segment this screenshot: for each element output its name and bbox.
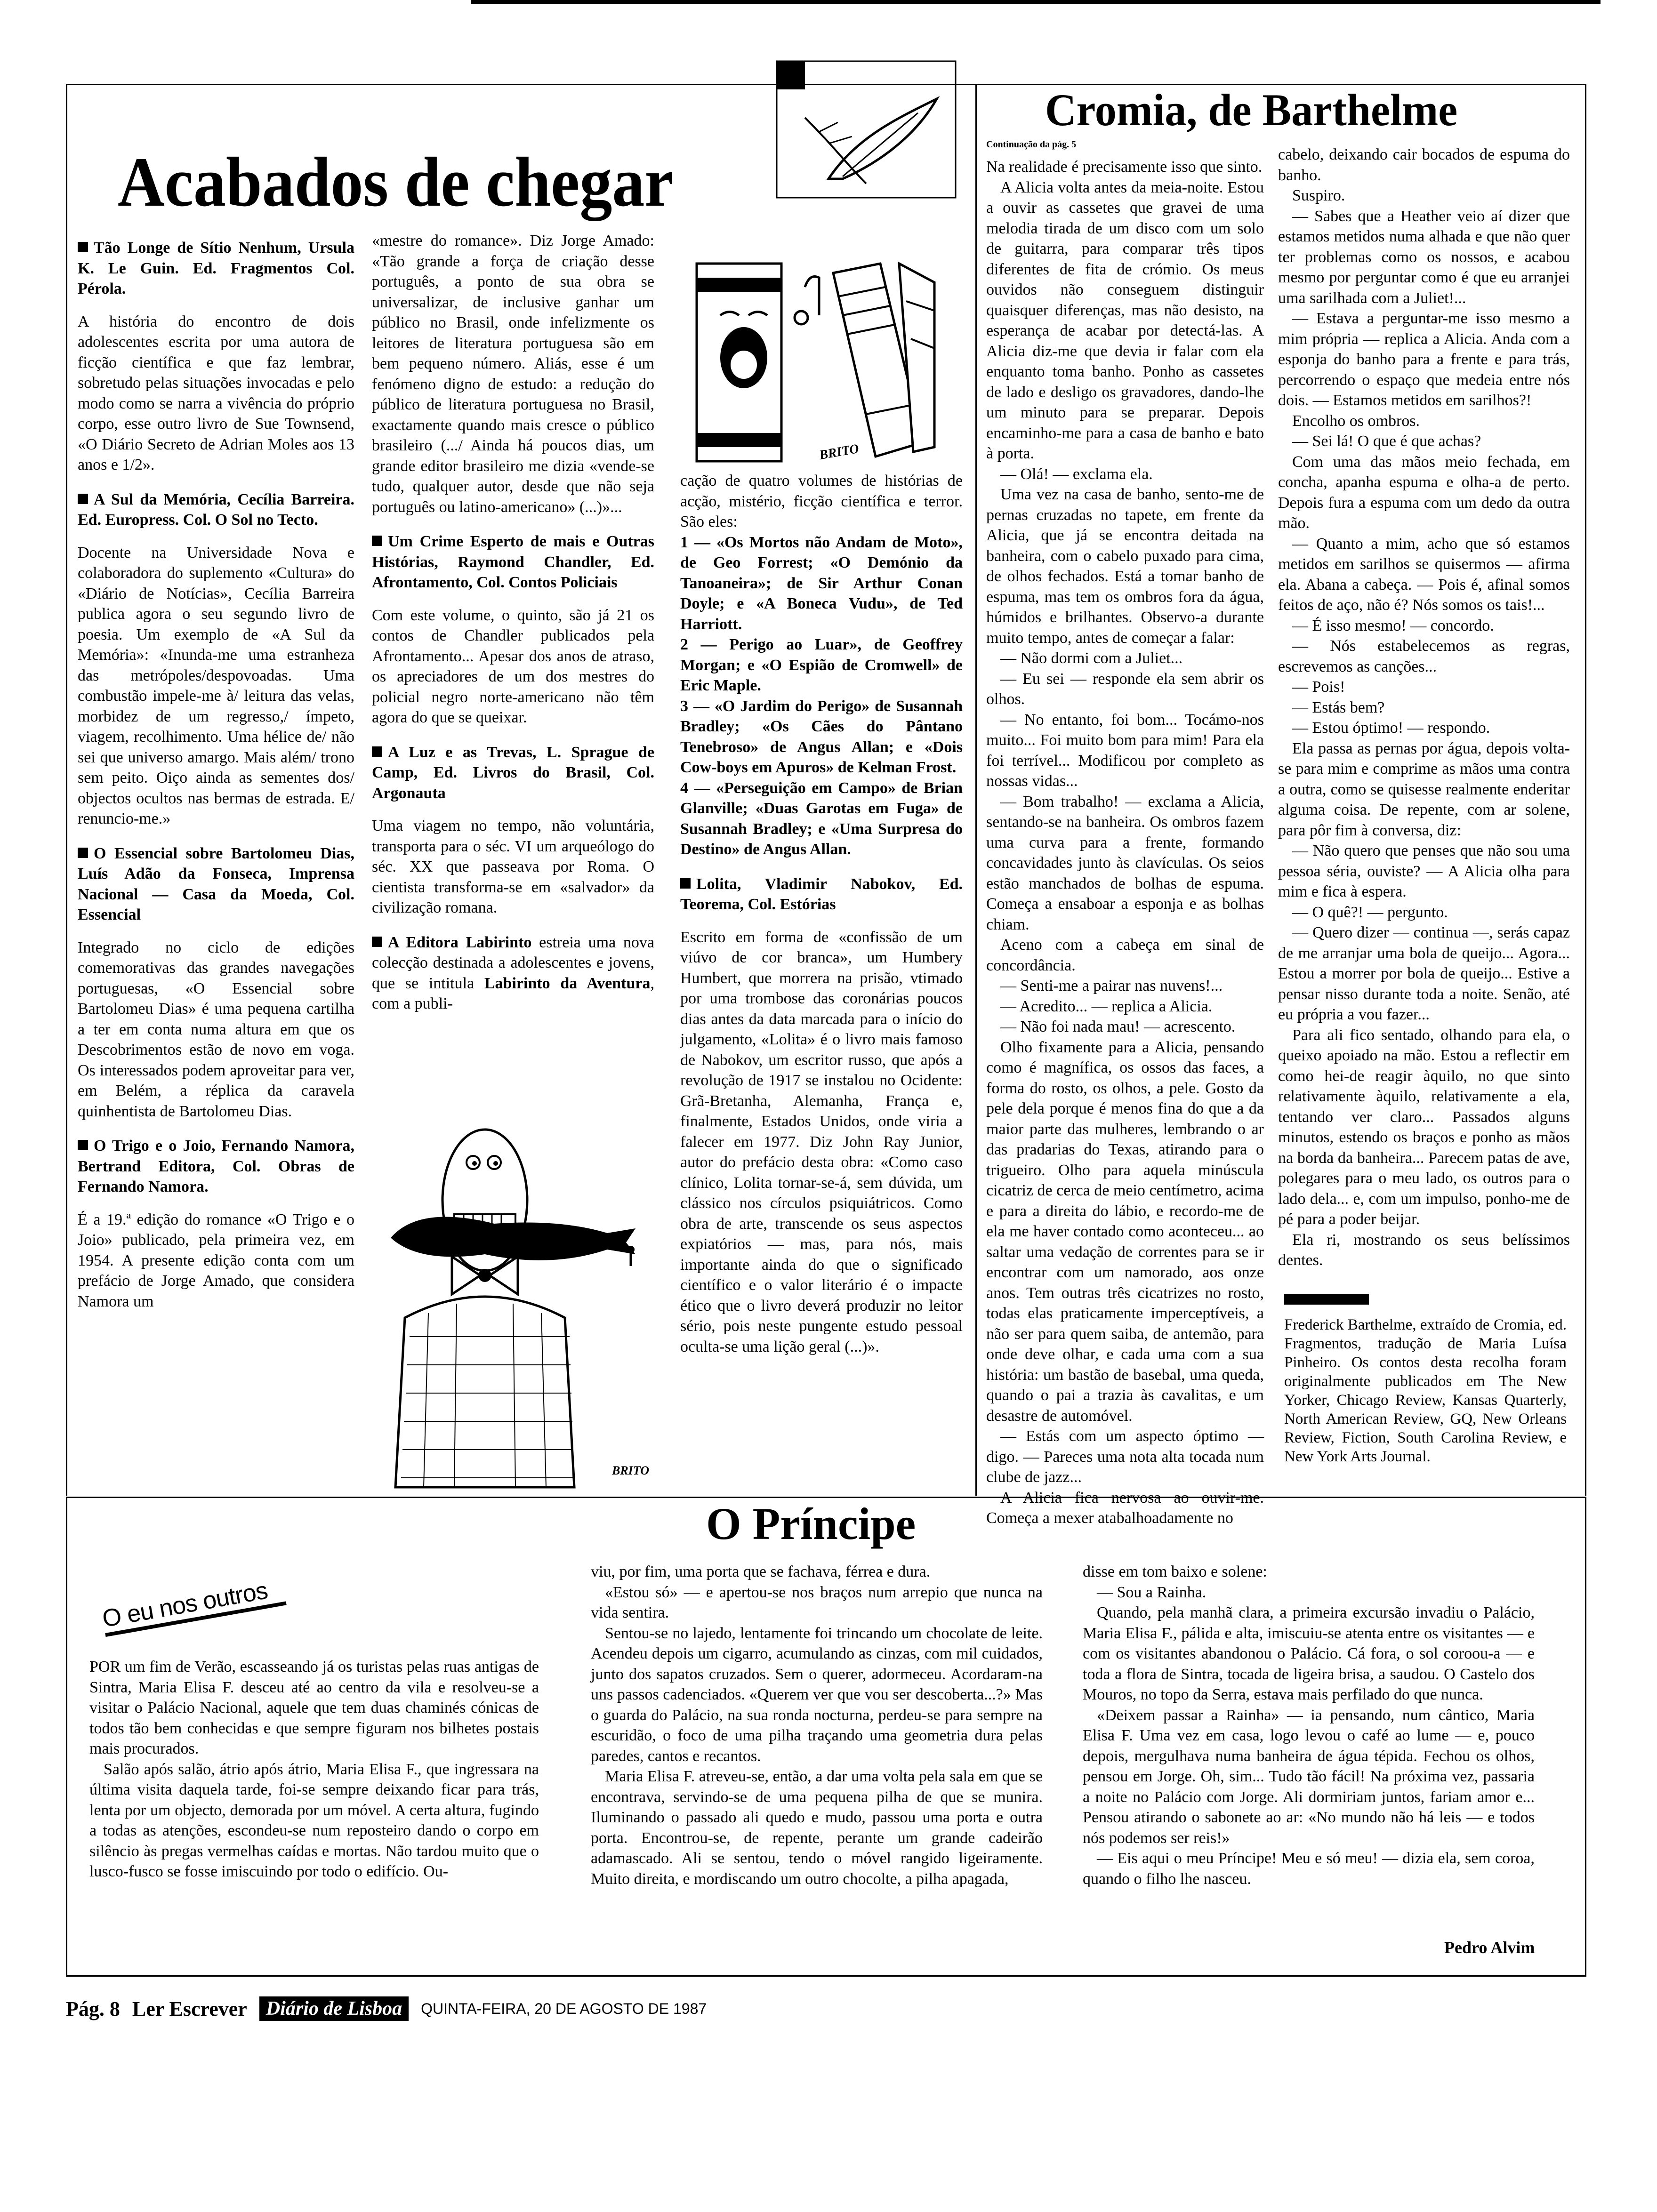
paragraph: — Bom trabalho! — exclama a Alicia, sentando-se na banheira. Os ombros fazem uma curva para a frente, formando concavidades junto às clavículas. Os seios estão manchados de bolhas de espuma. Começa a ensaboar a esponja e as bolhas chiam. (986, 793, 1264, 933)
paragraph: Integrado no ciclo de edições comemorativas das grandes navegações portuguesas, «O Essencial sobre Bartolomeu Dias» é uma pequena cartilha a ter em conta numa altura em que os Descobrimentos estão de novo em voga. Os interessados podem aproveitar para ver, em Belém, a réplica da caravela quinhentista de Bartolomeu Dias. (78, 938, 354, 1120)
footer (66, 1990, 1572, 2028)
paragraph: Na realidade é precisamente isso que sinto. (986, 158, 1263, 176)
paragraph: — Estou óptimo! — respondo. (1292, 719, 1490, 737)
illustrator-signature-books: BRITO (818, 441, 861, 463)
principe-column-1 (89, 1657, 539, 1963)
cromia-column-2 (1278, 144, 1570, 1298)
paragraph: — Senti-me a pairar nas nuvens!... (1000, 977, 1223, 994)
paragraph: — Sei lá! O que é que achas? (1292, 433, 1481, 450)
announcement-bold: A Editora Labirinto (388, 933, 532, 951)
man-with-fish-illustration (377, 1120, 678, 1487)
paragraph: — Acredito... — replica a Alicia. (1000, 997, 1213, 1015)
cromia-credit: Frederick Barthelme, extraído de Cromia, ed. Fragmentos, tradução de Maria Luísa Pinheiro. Os contos desta recolha foram originalmente publicados em The New Yorker, Chicago Review, Kansas Quarterly, North American Review, GQ, New Orleans Review, Fiction, South Carolina Review, e New York Arts Journal. (1284, 1316, 1567, 1465)
feather-emblem (777, 61, 956, 198)
paragraph: viu, por fim, uma porta que se fachava, férrea e dura. (591, 1563, 931, 1580)
bullet-square (78, 494, 88, 504)
paragraph: — No entanto, foi bom... Tocámo-nos muito... Foi muito bom para mim! Para ela foi terrível... Modificou por completo as nossas vidas... (986, 711, 1264, 790)
book-heading-text: Lolita, Vladimir Nabokov, Ed. Teorema, Col. Estórias (680, 875, 963, 913)
volume-list-item: 3 — «O Jardim do Perigo» de Susannah Bradley; «Os Cães do Pântano Tenebroso» de Angus Allan; e «Dois Cow-boys em Apuros» de Kelman Frost. (680, 697, 963, 776)
paragraph: Aceno com a cabeça em sinal de concordância. (986, 936, 1264, 974)
announcement-bold-2: Labirinto da Aventura (484, 974, 651, 992)
paragraph: disse em tom baixo e solene: (1083, 1563, 1267, 1580)
principe-column-2 (591, 1562, 1043, 1966)
issue-date: QUINTA-FEIRA, 20 DE AGOSTO DE 1987 (421, 2000, 707, 2017)
paragraph: É a 19.ª edição do romance «O Trigo e o Joio» publicado, pela primeira vez, em 1954. A presente edição conta com um prefácio de Jorge Amado, que considera Namora um (78, 1210, 354, 1310)
book-heading (78, 238, 354, 299)
paragraph: A história do encontro de dois adolescentes escrita por uma autora de ficção científica e que faz lembrar, sobretudo pelas situações invocadas e pelo modo como se narra a vivência do próprio corpo, esse outro livro de Sue Townsend, «O Diário Secreto de Adrian Moles aos 13 anos e 1/2». (78, 313, 354, 473)
paragraph: Encolho os ombros. (1292, 412, 1420, 430)
bullet-square (372, 536, 382, 546)
cromia-title: Cromia, de Barthelme (1045, 85, 1458, 135)
paragraph: Com uma das mãos meio fechada, em concha, apanha espuma e olha-a de perto. Depois fura a espuma com um dedo da outra mão. (1278, 453, 1570, 532)
paragraph: «Deixem passar a Rainha» — ia pensando, num cântico, Maria Elisa F. Uma vez em casa, logo levou o café ao lume — e, pouco depois, mergulhava numa banheira de água tépida. Fechou os olhos, pensou em Jorge. Oh, sim... Tudo tão fácil! Na próxima vez, passaria a noite no Palácio com Jorge. Ali dormiriam juntos, fariam amor e... Pensou atirando o sabonete ao ar: «No mundo não há leis — e todos nós podemos ser reis!» (1083, 1706, 1535, 1847)
paragraph: Sentou-se no lajedo, lentamente foi trincando um chocolate de leite. Acendeu depois um cigarro, acumulando as cinzas, com mil cuidados, junto dos sapatos cruzados. Sem o querer, adormeceu. Acordaram-na uns passos cadenciados. «Querem ver que vou ser descoberta...?» Mas o guarda do Palácio, na sua ronda nocturna, perdeu-se para sempre na escuridão, o foco de uma pilha traçando uma geometria dura pelas paredes, cantos e recantos. (591, 1624, 1043, 1765)
paragraph: — O quê?! — pergunto. (1292, 903, 1448, 921)
volume-list-item: 2 — Perigo ao Luar», de Geoffrey Morgan; e «O Espião de Cromwell» de Eric Maple. (680, 636, 963, 694)
book-heading (372, 531, 654, 593)
paragraph: — Sou a Rainha. (1097, 1583, 1207, 1601)
paragraph: cabelo, deixando cair bocados de espuma do banho. (1278, 146, 1570, 184)
book-heading-text: Tão Longe de Sítio Nenhum, Ursula K. Le Guin. Ed. Fragmentos Col. Pérola. (78, 239, 354, 297)
paragraph: A Alicia fica nervosa ao ouvir-me. Começa a mexer atabalhoadamente no (986, 1489, 1264, 1527)
paragraph: — Quanto a mim, acho que só estamos metidos em sarilhos se quisermos — afirma ela. Abana a cabeça. — Pois é, afinal somos feitos de aço, não é? Nós somos os tais!... (1278, 535, 1570, 614)
acabados-title: Acabados de chegar (118, 143, 674, 221)
bullet-square (78, 1140, 88, 1150)
announcement-text: estreia uma nova colecção destinada a adolescentes e jovens, que se intitula (372, 933, 654, 992)
paragraph: Quando, pela manhã clara, a primeira excursão invadiu o Palácio, Maria Elisa F., pálida e alta, imiscuiu-se atenta entre os visitantes — e com os visitantes abandonou o Palácio. Cá fora, o sol coroou-a — e toda a flora de Sintra, tocada de ligeira brisa, a saudou. O Castelo dos Mouros, no topo da Serra, estava mais perfilado do que nunca. (1083, 1604, 1535, 1703)
paragraph: «mestre do romance». Diz Jorge Amado: «Tão grande a força de criação desse português, a ponto de sua obra se universalizar, de inclusive ganhar um público no Brasil, onde infelizmente os leitores de literatura portuguesa são em bem pequeno número. Aliás, esse é um fenómeno digno de estudo: a redução do público de literatura portuguesa no Brasil, exactamente quando mais cresce o público brasileiro (.../ Ainda há poucos dias, um grande editor brasileiro me dizia «vende-se tudo, qualquer autor, desde que não seja português ou latino-americano» (...)»... (372, 232, 654, 516)
book-heading (78, 1136, 354, 1197)
principe-author: Pedro Alvim (1444, 1938, 1535, 1957)
paragraph: Suspiro. (1292, 187, 1345, 204)
paragraph: — Estava a perguntar-me isso mesmo a mim própria — replica a Alicia. Anda com a esponja do banho para a frente e para trás, percorrendo o espaço que medeia entre nós dois. — Estamos metidos em sarilhos?! (1278, 310, 1570, 409)
bullet-square (372, 937, 382, 947)
announcement-text-2: , com a publi- (372, 974, 654, 1012)
paragraph: Salão após salão, átrio após átrio, Maria Elisa F., que ingressara na última visita daquela tarde, foi-se sempre deixando ficar para trás, lenta por um objecto, demorada por um móvel. A certa altura, fugindo a todas as atenções, escondeu-se num reposteiro dando o corpo em silêncio às pregas vermelhas caídas e mortas. Não tardou muito que o lusco-fusco se fosse imiscuindo por todo o edifício. Ou- (89, 1760, 539, 1880)
bullet-square (78, 242, 88, 252)
book-heading-text: O Essencial sobre Bartolomeu Dias, Luís Adão da Fonseca, Imprensa Nacional — Casa da Moeda, Col. Essencial (78, 844, 354, 923)
paragraph: cação de quatro volumes de histórias de acção, mistério, ficção científica e terror. São eles: (680, 472, 963, 530)
bullet-square (680, 878, 691, 889)
paragraph: Ela passa as pernas por água, depois volta-se para mim e comprime as mãos uma contra a outra, como se quisesse realmente enderitar alguma coisa. De repente, com ar solene, para pôr fim à conversa, diz: (1278, 739, 1570, 839)
cromia-continued: Continuação da pág. 5 (986, 139, 1077, 150)
announcement (372, 932, 654, 1014)
newspaper-logo: Diário de Lisboa (259, 1996, 409, 2021)
bullet-square (372, 746, 382, 757)
paragraph: — É isso mesmo! — concordo. (1292, 617, 1494, 634)
acabados-column-2 (372, 231, 654, 1148)
paragraph: — Estás com um aspecto óptimo — digo. — Pareces uma nota alta tocada num clube de jazz... (986, 1427, 1264, 1486)
paragraph: — Nós estabelecemos as regras, escrevemos as canções... (1278, 637, 1570, 675)
book-heading-text: O Trigo e o Joio, Fernando Namora, Bertrand Editora, Col. Obras de Fernando Namora. (78, 1137, 354, 1195)
singing-books-illustration (678, 245, 951, 466)
cromia-column-1 (986, 157, 1264, 1527)
paragraph: Para ali fico sentado, olhando para ela, o queixo apoiado na mão. Estou a reflectir em como hei-de reagir àquilo, no que sinto relativamente àquilo, relativamente a ela, tentando ver claro... Passados alguns minutos, estendo os braços e ponho as mãos na borda da banheira... Parecem patas de ave, polegares para o meu lado, os outros para o lado dela... e, com um impulso, ponho-me de pé para a poder beijar. (1278, 1026, 1570, 1228)
paragraph: Uma vez na casa de banho, sento-me de pernas cruzadas no tapete, em frente da Alicia, que já se encontra deitada na banheira, com o cabelo puxado para cima, de olhos fechados. Está a tomar banho de espuma, mas tem os ombros fora da água, húmidos e brilhantes. Observo-a durante muito tempo, antes de começar a falar: (986, 486, 1264, 647)
paragraph: — Pois! (1292, 678, 1345, 696)
book-heading (680, 874, 963, 915)
paragraph: — Olá! — exclama ela. (1000, 465, 1153, 483)
paragraph: POR um fim de Verão, escasseando já os turistas pelas ruas antigas de Sintra, Maria Elisa F. desceu até ao centro da vila e resolveu-se a visitar o Palácio Nacional, aquele que tem duas chaminés cónicas de todos tão bem conhecidas e que sempre figuram nos bilhetes postais mais procurados. (89, 1658, 539, 1757)
paragraph: Com este volume, o quinto, são já 21 os contos de Chandler publicados pela Afrontamento... Apesar dos anos de atraso, os apreciadores de um dos mestres do policial negro norte-americano não têm agora do que se queixar. (372, 606, 654, 726)
paragraph: — Sabes que a Heather veio aí dizer que estamos metidos numa alhada e que não quer ter problemas como os nossos, e acabou mesmo por perguntar como é que eu arranjei uma sarilhada com a Juliet!... (1278, 207, 1570, 307)
credit-bar (1284, 1294, 1369, 1305)
page-number: Pág. 8 (66, 1997, 120, 2020)
book-heading-text: A Sul da Memória, Cecília Barreira. Ed. Europress. Col. O Sol no Tecto. (78, 490, 354, 529)
paragraph: Uma viagem no tempo, não voluntária, transporta para o séc. VI um arqueólogo do séc. XX que passeava por Roma. O cientista transforma-se em «salvador» da civilização romana. (372, 817, 654, 916)
acabados-column-3 (680, 471, 963, 1492)
book-heading (78, 843, 354, 925)
book-heading-text: Um Crime Esperto de mais e Outras Histórias, Raymond Chandler, Ed. Afrontamento, Col. Contos Policiais (372, 533, 654, 591)
principe-tag-text: O eu nos outros (100, 1577, 270, 1633)
paragraph: A Alicia volta antes da meia-noite. Estou a ouvir as cassetes que gravei de uma melodia tirada de um disco com um solo de guitarra, para comparar três tipos diferentes de fita de crómio. Os meus ouvidos não conseguem distinguir quaisquer diferenças, mas não desisto, na esperança de acabar por detectá-las. A Alicia diz-me que devia ir falar com ela enquanto toma banho. Ponho as cassetes de lado e desligo os gravadores, dando-lhe um minuto para se preparar. Depois encaminho-me para a casa de banho e bato à porta. (986, 178, 1264, 462)
principe-column-3 (1083, 1562, 1535, 1943)
paragraph: Docente na Universidade Nova e colaboradora do suplemento «Cultura» do «Diário de Notícias», Cecília Barreira publica agora o seu segundo livro de poesia. Um exemplo de «A Sul da Memória»: «Inunda-me uma estranheza das metrópoles/despovoadas. Uma combustão impele-me à/ leitura das velas, morbidez de um regresso,/ ímpeto, viagem, recolhimento. Uma hélice de/ não sei que universo amargo. Mais além/ trono sem peito. Oiço ainda as sementes dos/ objectos ocultos nas bermas de estrada. E/ renuncio-me.» (78, 544, 354, 827)
paragraph: — Não quero que penses que não sou uma pessoa séria, ouviste? — A Alicia olha para mim e fica à espera. (1278, 842, 1570, 900)
section-name: Ler Escrever (132, 1997, 247, 2020)
cromia-divider (975, 84, 977, 1496)
top-edge-rule (471, 0, 1601, 4)
acabados-column-1 (78, 238, 354, 1490)
paragraph: Ela ri, mostrando os seus belíssimos dentes. (1278, 1231, 1570, 1269)
paragraph: — Quero dizer — continua —, serás capaz de me arranjar uma bola de queijo... Agora... Estou a morrer por bola de queijo... Estive a pensar nisso durante toda a noite. Senão, até eu própria a vou fazer... (1278, 924, 1570, 1023)
paragraph: — Eu sei — responde ela sem abrir os olhos. (986, 670, 1264, 708)
book-heading-text: A Luz e as Trevas, L. Sprague de Camp, Ed. Livros do Brasil, Col. Argonauta (372, 743, 654, 802)
illustrator-signature-man: BRITO (612, 1464, 649, 1477)
paragraph: Maria Elisa F. atreveu-se, então, a dar uma volta pela sala em que se encontrava, servindo-se de uma pequena pilha de que se munira. Iluminando o passado ali quedo e mudo, passou uma porta e outra porta. Encontrou-se, de repente, perante um grande cadeirão adamascado. Ali se sentou, tendo o móvel rangido ligeiramente. Muito direita, e mordiscando um outro chocolte, a pilha apagada, (591, 1768, 1043, 1888)
book-heading (372, 742, 654, 804)
paragraph: «Estou só» — e apertou-se nos braços num arrepio que nunca na vida sentira. (591, 1583, 1043, 1621)
paragraph: Olho fixamente para a Alicia, pensando como é magnífica, os ossos das faces, a forma do rosto, os olhos, a pele. Gosto da pele dela porque é menos fina do que a da maior parte das mulheres, lembrando o ar das pradarias do Texas, atirando para o trigueiro. Olho para aquela minúscula cicatriz de cerca de meio centímetro, acima e para a direita do lábio, e recordo-me de ela me haver contado como aconteceu... ao saltar uma vedação de correntes para se ir encontrar com um namorado, aos onze anos. Tem outras três cicatrizes no rosto, todas elas praticamente imperceptíveis, a não ser para quem saiba, de antemão, para onde deve olhar, e cada uma com a sua história: um bastão de basebal, uma queda, quando o pai a trazia às cavalitas, e um desastre de automóvel. (986, 1038, 1264, 1425)
paragraph: — Não foi nada mau! — acrescento. (1000, 1018, 1236, 1035)
volume-list-item: 4 — «Perseguição em Campo» de Brian Glanville; «Duas Garotas em Fuga» de Susannah Bradley; e «Uma Surpresa do Destino» de Angus Allan. (680, 779, 963, 858)
book-heading (78, 489, 354, 530)
paragraph: — Não dormi com a Juliet... (1000, 649, 1183, 667)
bullet-square (78, 848, 88, 858)
paragraph: Escrito em forma de «confissão de um viúvo de cor branca», um Humbery Humbert, que morrera na prisão, vtimado por uma trombose das coronárias poucos dias antes da data marcada para o início do julgamento, «Lolita» é o livro mais famoso de Nabokov, um escritor russo, que após a revolução de 1917 se instalou no Ocidente: Grã-Bretanha, Alemanha, França e, finalmente, Estados Unidos, onde viria a falecer em 1977. Diz John Ray Junior, autor do prefácio desta obra: «Como caso clínico, Lolita tornar-se-á, sem dúvida, um clássico nos círculos psiquiátricos. Como obra de arte, transcende os seus aspectos expiatórios — mas, para nós, mais importante ainda do que o significado científico e o valor literário é o impacte ético que o livro deverá produzir no leitor sério, pois neste pungente estudo pessoal oculta-se uma lição geral (...)». (680, 928, 963, 1355)
principe-title: O Príncipe (706, 1499, 916, 1549)
paragraph: — Eis aqui o meu Príncipe! Meu e só meu! — dizia ela, sem coroa, quando o filho lhe nasceu. (1083, 1850, 1535, 1888)
paragraph: — Estás bem? (1292, 698, 1385, 716)
volume-list-item: 1 — «Os Mortos não Andam de Moto», de Geo Forrest; «O Demónio da Tanoaneira»; de Sir Arthur Conan Doyle; e «A Boneca Vudu», de Ted Harriott. (680, 533, 963, 633)
